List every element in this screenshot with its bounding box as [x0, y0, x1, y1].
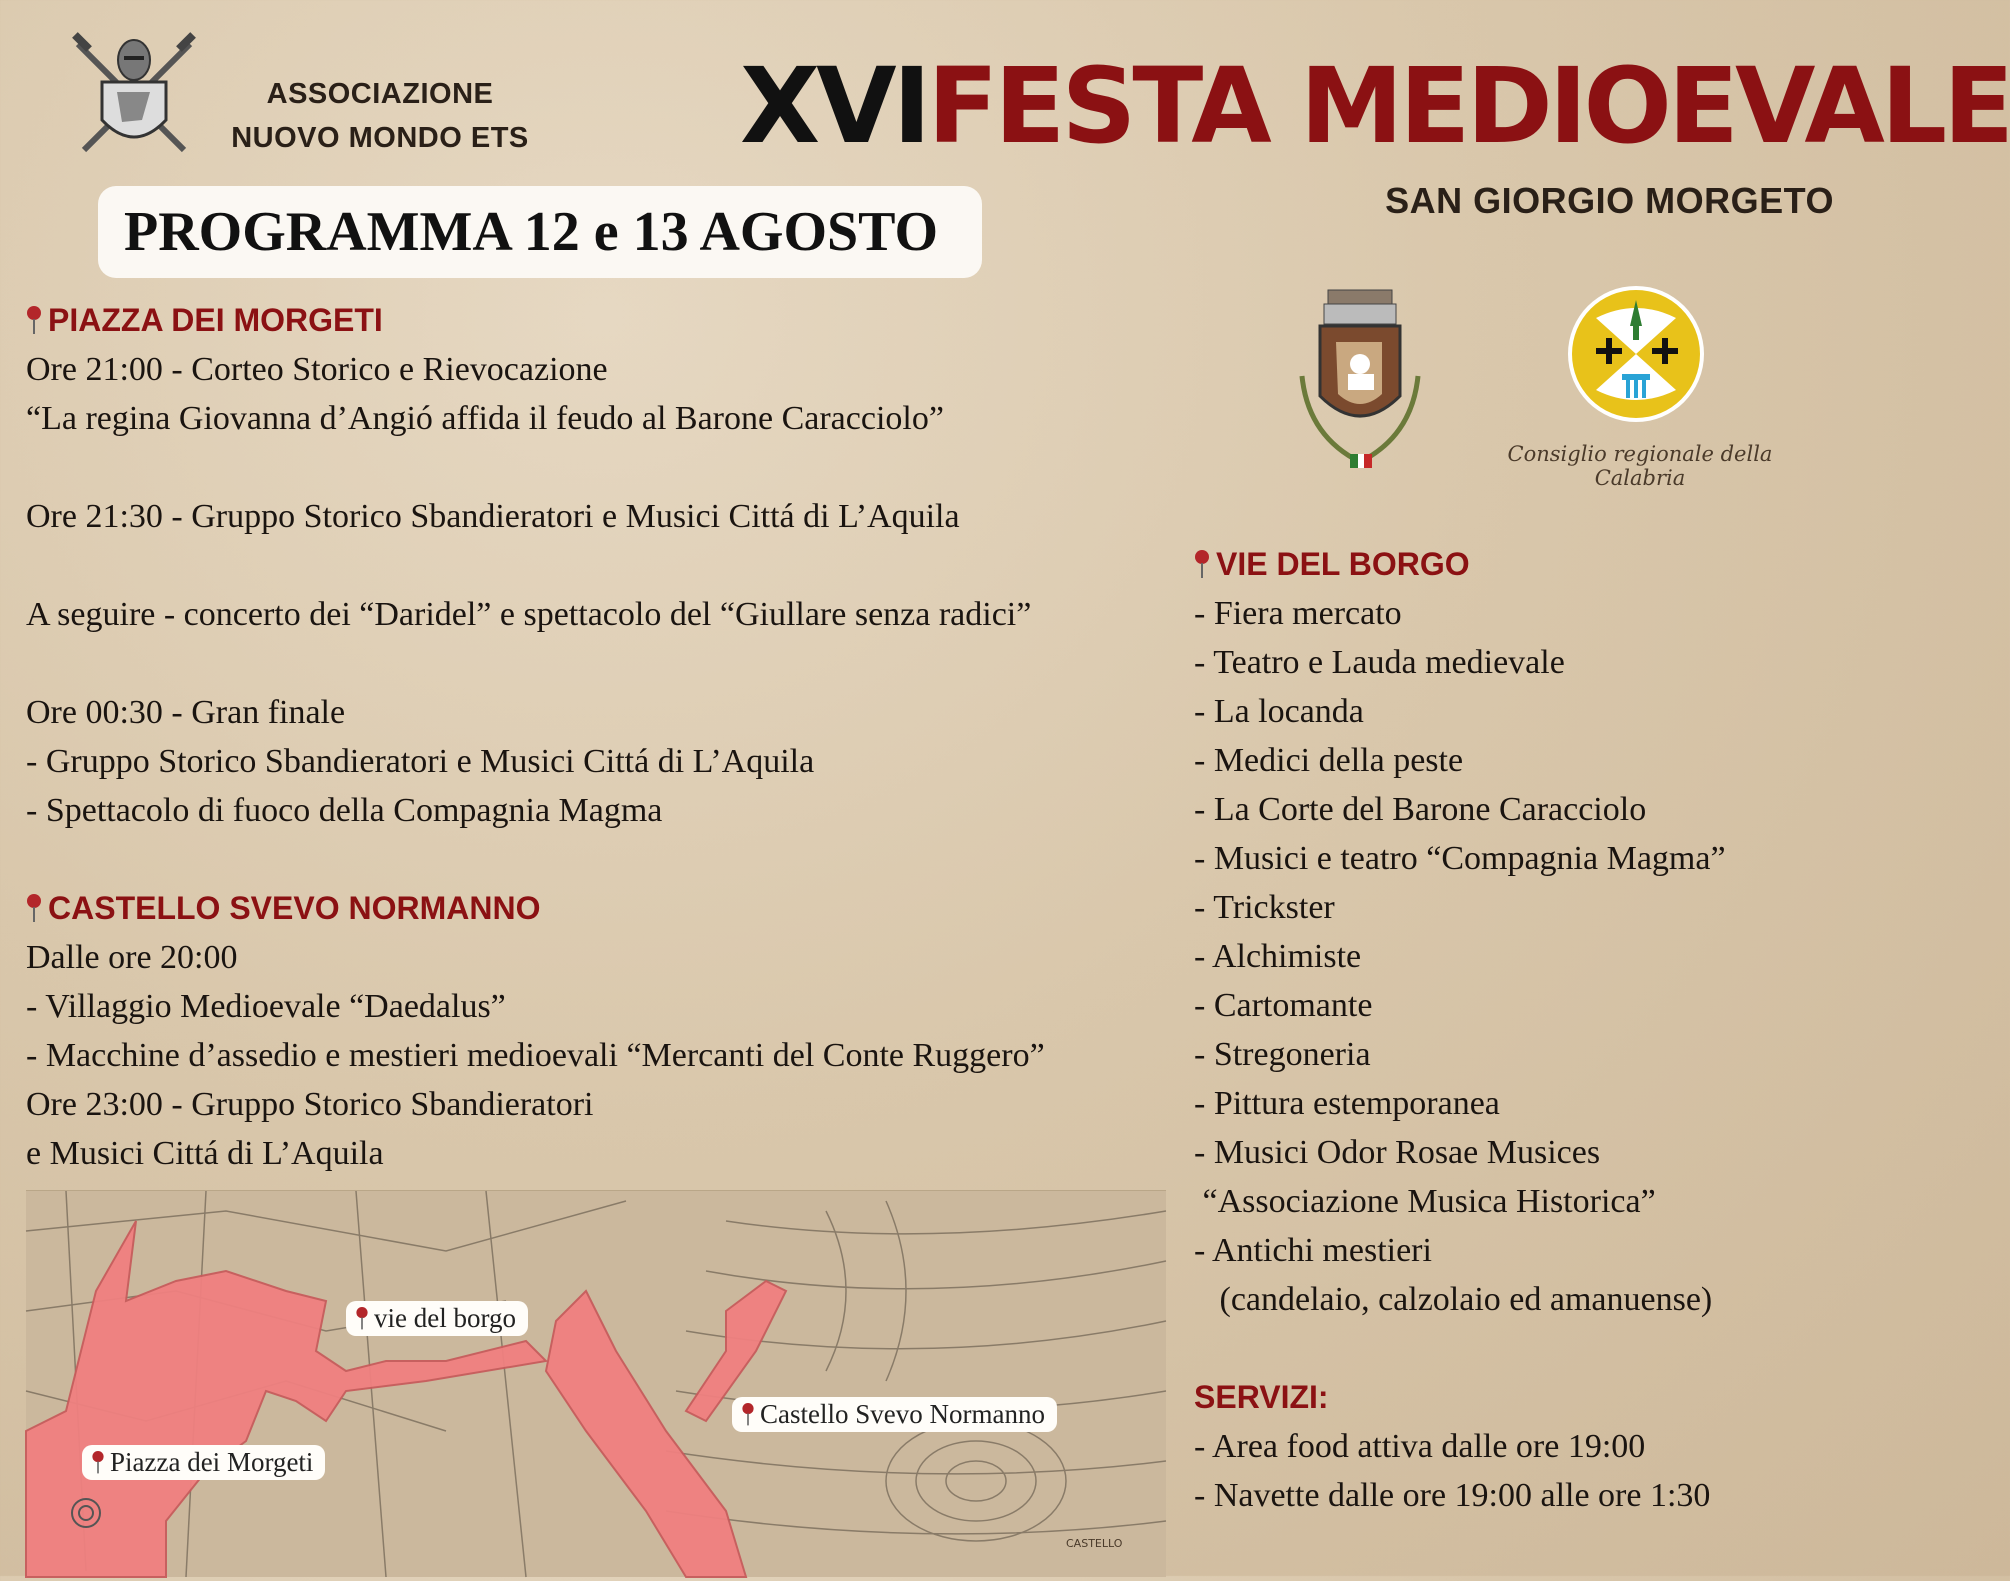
program-line: e Musici Cittá di L’Aquila	[26, 1135, 384, 1172]
program-line: Ore 21:00 - Corteo Storico e Rievocazione	[26, 351, 608, 388]
map-label-castello-text: Castello Svevo Normanno	[760, 1399, 1045, 1429]
program-line: - Macchine d’assedio e mestieri medioevali “Mercanti del Conte Ruggero”	[26, 1037, 1045, 1074]
map-label-borgo	[346, 1301, 528, 1336]
list-item: - Musici e teatro “Compagnia Magma”	[1194, 840, 1726, 877]
left-program-column	[26, 296, 1166, 1178]
list-item: - Cartomante	[1194, 987, 1373, 1024]
title-main: FESTA MEDIOEVALE	[927, 45, 2010, 167]
map-pin-icon	[1194, 550, 1210, 580]
list-item: - Trickster	[1194, 889, 1335, 926]
map-label-castello	[732, 1397, 1057, 1432]
list-item: - Teatro e Lauda medievale	[1194, 644, 1565, 681]
region-logo	[1566, 278, 1706, 434]
event-map	[26, 1190, 1166, 1577]
program-line: Ore 21:30 - Gruppo Storico Sbandieratori e Musici Cittá di L’Aquila	[26, 498, 960, 535]
list-item: - Pittura estemporanea	[1194, 1085, 1500, 1122]
service-item: - Area food attiva dalle ore 19:00	[1194, 1428, 1646, 1465]
event-title	[740, 46, 2010, 166]
borgo-heading-text: VIE DEL BORGO	[1216, 546, 1470, 582]
piazza-heading-text: PIAZZA DEI MORGETI	[48, 302, 383, 338]
blank-line	[26, 639, 1166, 688]
association-line-2: NUOVO MONDO ETS	[231, 122, 529, 154]
map-pin-icon	[356, 1307, 369, 1331]
section-heading-borgo	[1194, 540, 1854, 589]
program-line: “La regina Giovanna d’Angió affida il feudo al Barone Caracciolo”	[26, 400, 944, 437]
list-item: - Medici della peste	[1194, 742, 1464, 779]
map-label-piazza-text: Piazza dei Morgeti	[110, 1447, 314, 1477]
program-line: Ore 23:00 - Gruppo Storico Sbandieratori	[26, 1086, 594, 1123]
list-item: - Fiera mercato	[1194, 595, 1402, 632]
map-small-text: CASTELLO	[1066, 1537, 1123, 1550]
program-line: A seguire - concerto dei “Daridel” e spettacolo del “Giullare senza radici”	[26, 596, 1032, 633]
castello-heading-text: CASTELLO SVEVO NORMANNO	[48, 890, 541, 926]
list-item: - Musici Odor Rosae Musices	[1194, 1134, 1601, 1171]
program-line: - Gruppo Storico Sbandieratori e Musici Cittá di L’Aquila	[26, 743, 815, 780]
blank-line	[26, 541, 1166, 590]
program-line: - Spettacolo di fuoco della Compagnia Magma	[26, 792, 663, 829]
section-heading-piazza	[26, 296, 1166, 345]
map-pin-icon	[26, 894, 42, 924]
program-dates: PROGRAMMA 12 e 13 AGOSTO	[124, 201, 939, 263]
list-item: - Stregoneria	[1194, 1036, 1371, 1073]
list-item: - La locanda	[1194, 693, 1364, 730]
title-edition: XVI	[740, 45, 928, 167]
program-line: Ore 00:30 - Gran finale	[26, 694, 346, 731]
services-heading: SERVIZI:	[1194, 1379, 1329, 1415]
map-drawing	[26, 1191, 1166, 1577]
section-heading-castello	[26, 884, 1166, 933]
list-item: (candelaio, calzolaio ed amanuense)	[1194, 1281, 1713, 1318]
association-line-1: ASSOCIAZIONE	[266, 78, 494, 110]
list-item: - Antichi mestieri	[1194, 1232, 1432, 1269]
association-name	[220, 72, 540, 160]
map-label-borgo-text: vie del borgo	[374, 1303, 516, 1333]
map-pin-icon	[742, 1403, 755, 1427]
blank-line	[26, 443, 1166, 492]
map-label-piazza	[82, 1445, 325, 1480]
list-item: “Associazione Musica Historica”	[1194, 1183, 1656, 1220]
list-item: - Alchimiste	[1194, 938, 1362, 975]
list-item: - La Corte del Barone Caracciolo	[1194, 791, 1647, 828]
region-caption: Consiglio regionale della Calabria	[1507, 442, 1773, 490]
map-pin-icon	[26, 306, 42, 336]
municipal-crest	[1290, 286, 1430, 482]
program-line: Dalle ore 20:00	[26, 939, 238, 976]
town-name: SAN GIORGIO MORGETO	[1385, 180, 1834, 221]
service-item: - Navette dalle ore 19:00 alle ore 1:30	[1194, 1477, 1711, 1514]
program-line: - Villaggio Medioevale “Daedalus”	[26, 988, 506, 1025]
association-logo	[72, 30, 196, 160]
right-program-column	[1194, 540, 1854, 1520]
map-pin-icon	[92, 1451, 105, 1475]
